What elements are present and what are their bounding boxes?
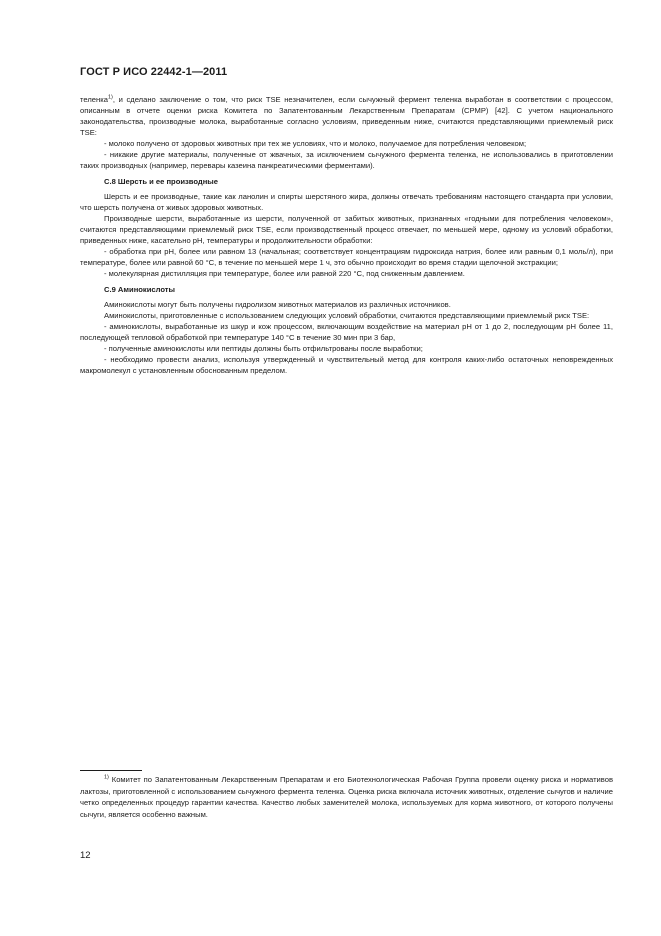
c8-paragraph-1: Шерсть и ее производные, такие как ланолин и спирты шерстяного жира, должны отвечать требованиям настоящего стандарта при условии, что шерсть получена от живых здоровых животных. (80, 192, 613, 212)
c9-paragraph-2: Аминокислоты, приготовленные с использованием следующих условий обработки, считаются представляющими приемлемый риск TSE: (104, 311, 590, 320)
main-content (80, 94, 613, 376)
c8-list-item: - молекулярная дистилляция при температуре, более или равной 220 °С, под сниженным давлением. (104, 269, 465, 278)
intro-text-rest: , и сделано заключение о том, что риск TSE незначителен, если сычужный фермент теленка выработан в соответствии с процессом, описанным в отчете оценки риска Комитета по Запатентованным Лекарственным Препаратам (CPMP) [42]. С учетом национального законодательства, производные молока, выработанные согласно условиям, приведенным ниже, считаются представляющими приемлемый риск TSE: (80, 95, 613, 137)
document-header: ГОСТ Р ИСО 22442-1—2011 (80, 66, 228, 78)
footnote-divider (80, 770, 142, 771)
footnote (80, 774, 613, 820)
c9-paragraph-1: Аминокислоты могут быть получены гидролизом животных материалов из различных источников. (104, 300, 451, 309)
c9-list-item: - необходимо провести анализ, используя утвержденный и чувствительный метод для контроля каких-либо остаточных неповрежденных макромолекул с установленным обоснованным пределом. (80, 355, 613, 375)
footnote-reference[interactable]: 1) (107, 94, 113, 101)
c9-list-item: - полученные аминокислоты или пептиды должны быть отфильтрованы после выработки; (104, 344, 423, 353)
intro-text-start: теленка (80, 95, 108, 104)
page-number: 12 (80, 850, 91, 861)
c9-list-item: - аминокислоты, выработанные из шкур и кож процессом, включающим воздействие на материал pH от 1 до 2, последующим pH более 11, последующей тепловой обработкой при температуре 140 °С в течение 30 мин при 3 бар, (80, 322, 613, 342)
section-heading-c9: С.9 Аминокислоты (104, 285, 175, 294)
intro-list-item: - никакие другие материалы, полученные от жвачных, за исключением сычужного фермента теленка, не использовались в приготовлении таких производных (например, перевары казеина панкреатическими ферментами). (80, 150, 613, 170)
footnote-mark: 1) (104, 774, 109, 781)
intro-list-item: - молоко получено от здоровых животных при тех же условиях, что и молоко, получаемое для потребления человеком; (104, 139, 527, 148)
c8-list-item: - обработка при pH, более или равном 13 (начальная; соответствует концентрациям гидроксида натрия, более или равным 0,1 моль/л), при температуре, более или равной 60 °С, в течение по меньшей мере 1 ч, это обычно происходит во время стадии щелочной экстракции; (80, 247, 613, 267)
footnote-text: Комитет по Запатентованным Лекарственным Препаратам и его Биотехнологическая Рабочая Группа провели оценку риска и нормативов лактозы, приготовленной с использованием сычужного фермента теленка. Оценка риска включала источник животных, отделение сычугов и наличие четко определенных процедур гарантии качества. Качество любых заменителей молока, используемых для корма животного, от которого получены сычуги, является особенно важным. (80, 775, 613, 819)
intro-paragraph (80, 94, 613, 138)
section-heading-c8: С.8 Шерсть и ее производные (104, 177, 219, 186)
c8-paragraph-2: Производные шерсти, выработанные из шерсти, полученной от забитых животных, признанных «годными для потребления человеком», считаются представляющими приемлемый риск TSE, если производственный процесс отвечает, по меньшей мере, одному из условий обработки, приведенных ниже, касательно pH, температуры и продолжительности обработки: (80, 214, 613, 245)
